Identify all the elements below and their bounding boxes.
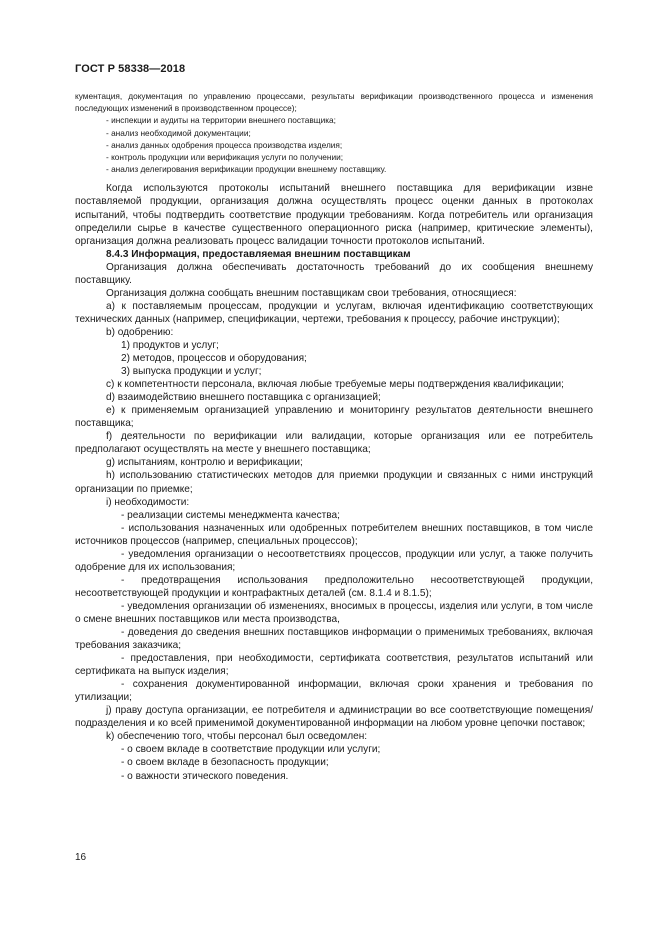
dash-item: - доведения до сведения внешних поставщиков информации о применимых требованиях, включая требования заказчика; (75, 627, 593, 652)
dash-item: - предотвращения использования предположительно несоответствующей продукции, несоответствующей продукции и контрафактных деталей (см. 8.1.4 и 8.1.5); (75, 574, 593, 599)
sublist-item: 2) методов, процессов и оборудования; (121, 353, 307, 365)
dash-item: - о своем вкладе в соответствие продукции или услуги; (121, 744, 381, 756)
list-item-c: c) к компетентности персонала, включая любые требуемые меры подтверждения квалификации; (106, 379, 564, 391)
dash-item: - о важности этического поведения. (121, 770, 289, 782)
list-item-d: d) взаимодействию внешнего поставщика с организацией; (106, 392, 381, 404)
list-item-j: j) праву доступа организации, ее потребителя и администрации во все соответствующие помещения/подразделения и ко всей применимой документированной информации на любом уровне цепочки поставок; (75, 705, 593, 730)
page-number: 16 (75, 852, 87, 863)
paragraph-protocols: Когда используются протоколы испытаний внешнего поставщика для верификации извне поставляемой продукции, организация должна осуществлять процесс оценки данных в протоколах испытаний, чтобы подтвердить соответствие продукции требованиям. Когда потребитель или организация определили сырье в качестве существенного операционного риска (например, критические элементы), организация должна реализовать процесс валидации точности протоколов испытаний. (75, 183, 593, 247)
list-item-e: e) к применяемым организацией управлению и мониторингу результатов деятельности внешнего поставщика; (75, 405, 593, 430)
list-item-i: i) необходимости: (106, 496, 190, 508)
dash-item: - сохранения документированной информации, включая сроки хранения и требования по утилизации; (75, 679, 593, 704)
paragraph: Организация должна обеспечивать достаточность требований до их сообщения внешнему поставщику. (75, 261, 593, 286)
list-item-h: h) использованию статистических методов для приемки продукции и связанных с ними инструкций организации по приемке; (75, 470, 593, 495)
dash-item: - использования назначенных или одобренных потребителем внешних поставщиков, в том числе источников процессов (например, специальных процессов); (75, 522, 593, 547)
small-text-continuation: кументация, документация по управлению процессами, результаты верификации производственного процесса и изменения последующих изменений в производственном процессе); (75, 91, 593, 114)
document-body (75, 90, 593, 783)
section-heading: 8.4.3 Информация, предоставляемая внешним поставщикам (106, 248, 411, 260)
small-list-item: - анализ данных одобрения процесса производства изделия; (106, 139, 343, 150)
sublist-item: 1) продуктов и услуг; (121, 339, 219, 351)
paragraph: Организация должна сообщать внешним поставщикам свои требования, относящиеся: (106, 287, 517, 299)
document-header: ГОСТ Р 58338—2018 (75, 63, 186, 75)
list-item-k: k) обеспечению того, чтобы персонал был осведомлен: (106, 731, 368, 743)
list-item-g: g) испытаниям, контролю и верификации; (106, 457, 303, 469)
dash-item: - реализации системы менеджмента качества; (121, 509, 340, 521)
dash-item: - предоставления, при необходимости, сертификата соответствия, результатов испытаний или сертификата на выпуск изделия; (75, 653, 593, 678)
small-list-item: - инспекции и аудиты на территории внешнего поставщика; (106, 115, 336, 126)
list-item-b: b) одобрению: (106, 326, 174, 338)
list-item-a: а) к поставляемым процессам, продукции и услугам, включая идентификацию соответствующих технических данных (например, спецификации, чертежи, требования к процессу, рабочие инструкции); (75, 300, 593, 325)
list-item-f: f) деятельности по верификации или валидации, которые организация или ее потребитель предполагают осуществлять на месте у внешнего поставщика; (75, 431, 593, 456)
spacer (75, 175, 593, 182)
small-list-item: - контроль продукции или верификация услуги по получении; (106, 152, 344, 163)
small-list-item: - анализ необходимой документации; (106, 127, 251, 138)
dash-item: - о своем вкладе в безопасность продукции; (121, 757, 329, 769)
dash-item: - уведомления организации о несоответствиях процессов, продукции или услуг, а также получить одобрение для их использования; (75, 548, 593, 573)
dash-item: - уведомления организации об изменениях, вносимых в процессы, изделия или услуги, в том числе о смене внешних поставщиков или места производства, (75, 600, 593, 625)
sublist-item: 3) выпуска продукции и услуг; (121, 366, 262, 378)
small-list-item: - анализ делегирования верификации продукции внешнему поставщику. (106, 164, 387, 175)
